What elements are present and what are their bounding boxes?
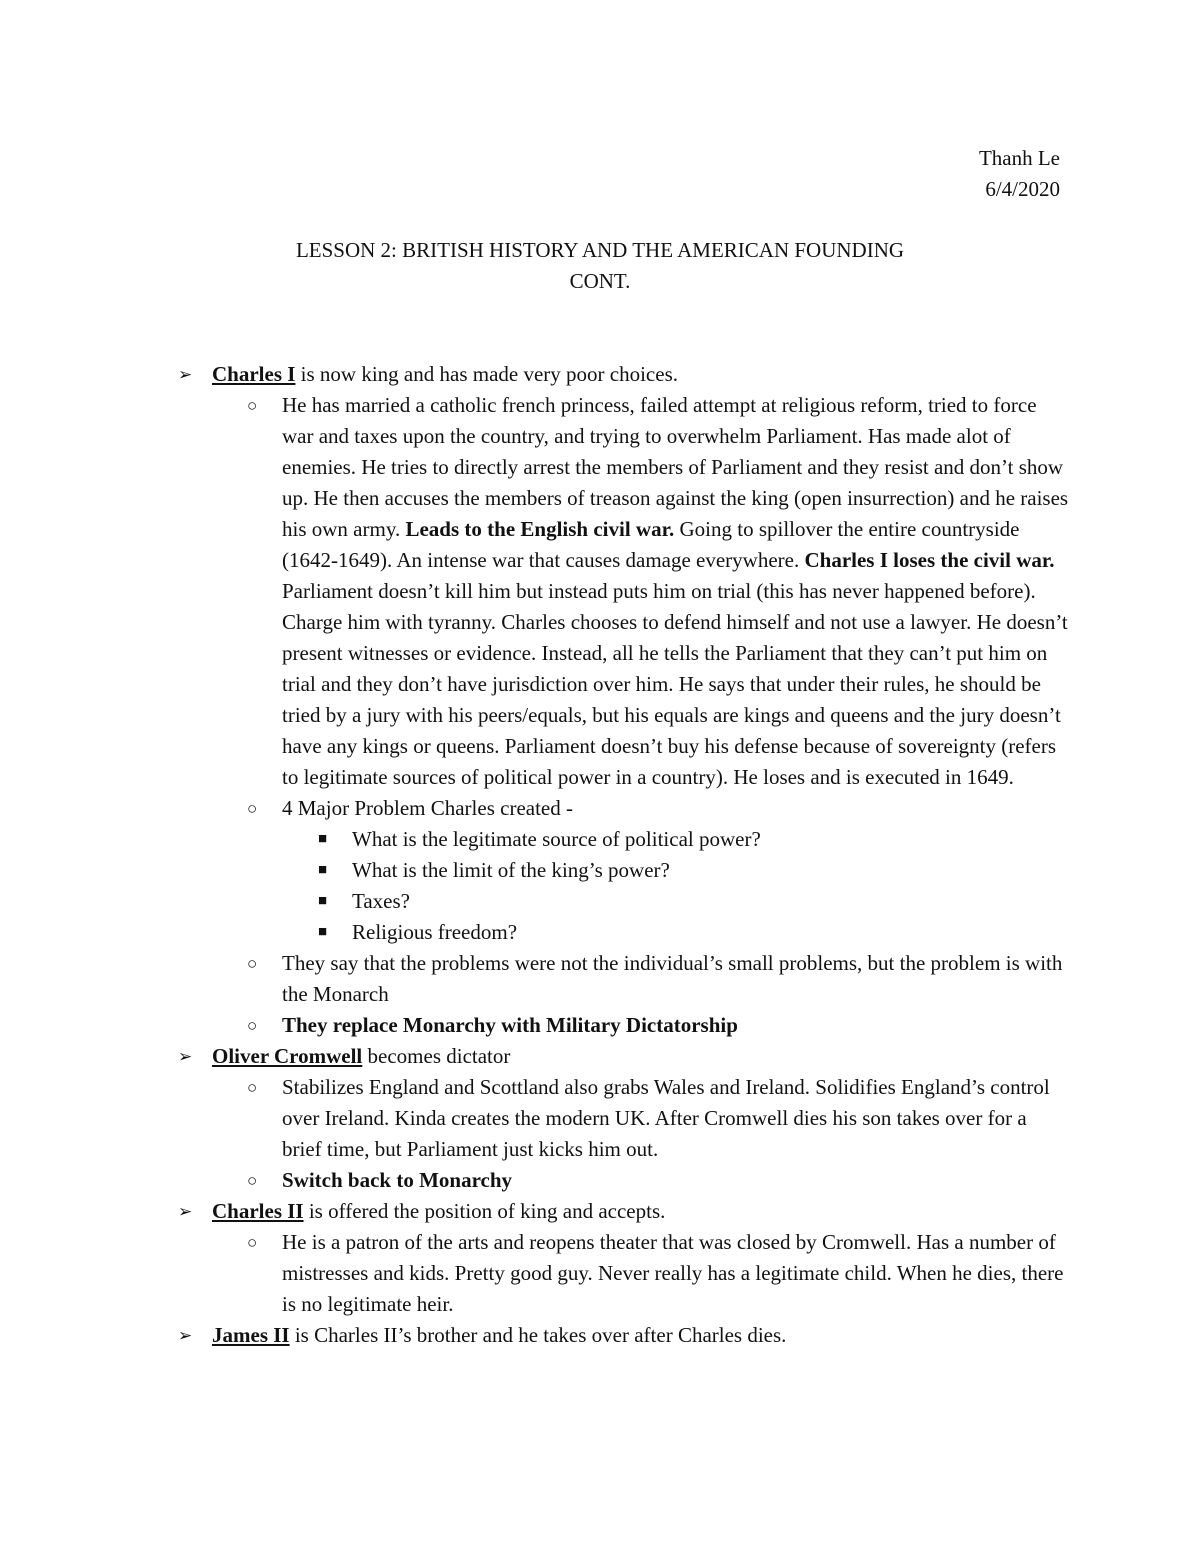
arrow-bullet-icon: ➢ — [178, 365, 193, 384]
document-title — [200, 235, 1000, 297]
problem-text: What is the legitimate source of political power? — [352, 827, 761, 851]
circle-bullet-icon: ○ — [247, 1233, 258, 1252]
circle-bullet-icon: ○ — [247, 954, 258, 973]
bold-text: Switch back to Monarchy — [282, 1168, 513, 1192]
problem-text: Taxes? — [352, 889, 410, 913]
paragraph-text: He has married a catholic french princess, failed attempt at religious reform, tried to force war and taxes upon the country, and trying to overwhelm Parliament. Has made alot of enemies. He tries to directly arrest the members of Parliament and they resist and don’t show up. He then accuses the members of treason against the king (open insurrection) and he raises his own army. — [282, 393, 1069, 541]
heading-name: Charles I — [212, 362, 296, 386]
sub-sub-item — [0, 917, 1200, 948]
sub-sub-item — [0, 824, 1200, 855]
list-item-charles-ii — [0, 1196, 1200, 1227]
square-bullet-icon: ■ — [318, 924, 328, 940]
bold-text: Charles I loses the civil war. — [804, 548, 1055, 572]
square-bullet-icon: ■ — [318, 831, 328, 847]
list-item-charles-i — [0, 359, 1200, 390]
heading-text: is Charles II’s brother and he takes over after Charles dies. — [289, 1323, 787, 1347]
square-bullet-icon: ■ — [318, 862, 328, 878]
paragraph-text: Stabilizes England and Scottland also grabs Wales and Ireland. Solidifies England’s control over Ireland. Kinda creates the modern UK. After Cromwell dies his son takes over for a brief time, but Parliament just kicks him out. — [282, 1075, 1050, 1161]
document-date: 6/4/2020 — [985, 177, 1060, 201]
sub-item — [0, 1227, 1200, 1320]
list-item-james-ii — [0, 1320, 1200, 1351]
list-item-oliver-cromwell — [0, 1041, 1200, 1072]
square-bullet-icon: ■ — [318, 893, 328, 909]
circle-bullet-icon: ○ — [247, 1016, 258, 1035]
paragraph-text: Going to spillover the entire countryside (1642-1649). An intense war that causes damage everywhere. — [282, 517, 1020, 572]
heading-name: Oliver Cromwell — [212, 1044, 363, 1068]
heading-text: becomes dictator — [362, 1044, 511, 1068]
title-line-2: CONT. — [569, 269, 631, 293]
notes-list — [0, 359, 1200, 1351]
circle-bullet-icon: ○ — [247, 396, 258, 415]
heading-name: James II — [212, 1323, 290, 1347]
paragraph-text: Parliament doesn’t kill him but instead puts him on trial (this has never happened before). Charge him with tyranny. Charles chooses to defend himself and not use a lawyer. He doesn’t present witnesses or evidence. Instead, all he tells the Parliament that they can’t put him on trial and they don’t have jurisdiction over him. He says that under their rules, he should be tried by a jury with his peers/equals, but his equals are kings and queens and the jury doesn’t have any kings or queens. Parliament doesn’t buy his defense because of sovereignty (refers to legitimate sources of political power in a country). He loses and is executed in 1649. — [282, 579, 1068, 789]
sub-item — [0, 948, 1200, 1010]
author-name: Thanh Le — [978, 146, 1060, 170]
sub-item — [0, 1072, 1200, 1165]
sub-sub-item — [0, 855, 1200, 886]
heading-text: is now king and has made very poor choices. — [295, 362, 678, 386]
problem-text: What is the limit of the king’s power? — [352, 858, 670, 882]
arrow-bullet-icon: ➢ — [178, 1326, 193, 1345]
circle-bullet-icon: ○ — [247, 799, 258, 818]
heading-name: Charles II — [212, 1199, 304, 1223]
sub-item — [0, 793, 1200, 824]
author-block — [979, 143, 1060, 205]
bold-text: Leads to the English civil war. — [405, 517, 675, 541]
sub-item — [0, 1010, 1200, 1041]
bold-text: They replace Monarchy with Military Dictatorship — [282, 1013, 738, 1037]
arrow-bullet-icon: ➢ — [178, 1047, 193, 1066]
sub-item — [0, 390, 1200, 793]
circle-bullet-icon: ○ — [247, 1171, 258, 1190]
sub-sub-item — [0, 886, 1200, 917]
paragraph-text: 4 Major Problem Charles created - — [282, 796, 573, 820]
paragraph-text: He is a patron of the arts and reopens theater that was closed by Cromwell. Has a number of mistresses and kids. Pretty good guy. Never really has a legitimate child. When he dies, there is no legitimate heir. — [282, 1230, 1064, 1316]
arrow-bullet-icon: ➢ — [178, 1202, 193, 1221]
sub-item — [0, 1165, 1200, 1196]
title-line-1: LESSON 2: BRITISH HISTORY AND THE AMERICAN FOUNDING — [295, 238, 905, 262]
heading-text: is offered the position of king and accepts. — [303, 1199, 666, 1223]
circle-bullet-icon: ○ — [247, 1078, 258, 1097]
paragraph-text: They say that the problems were not the individual’s small problems, but the problem is with the Monarch — [282, 951, 1063, 1006]
problem-text: Religious freedom? — [352, 920, 518, 944]
